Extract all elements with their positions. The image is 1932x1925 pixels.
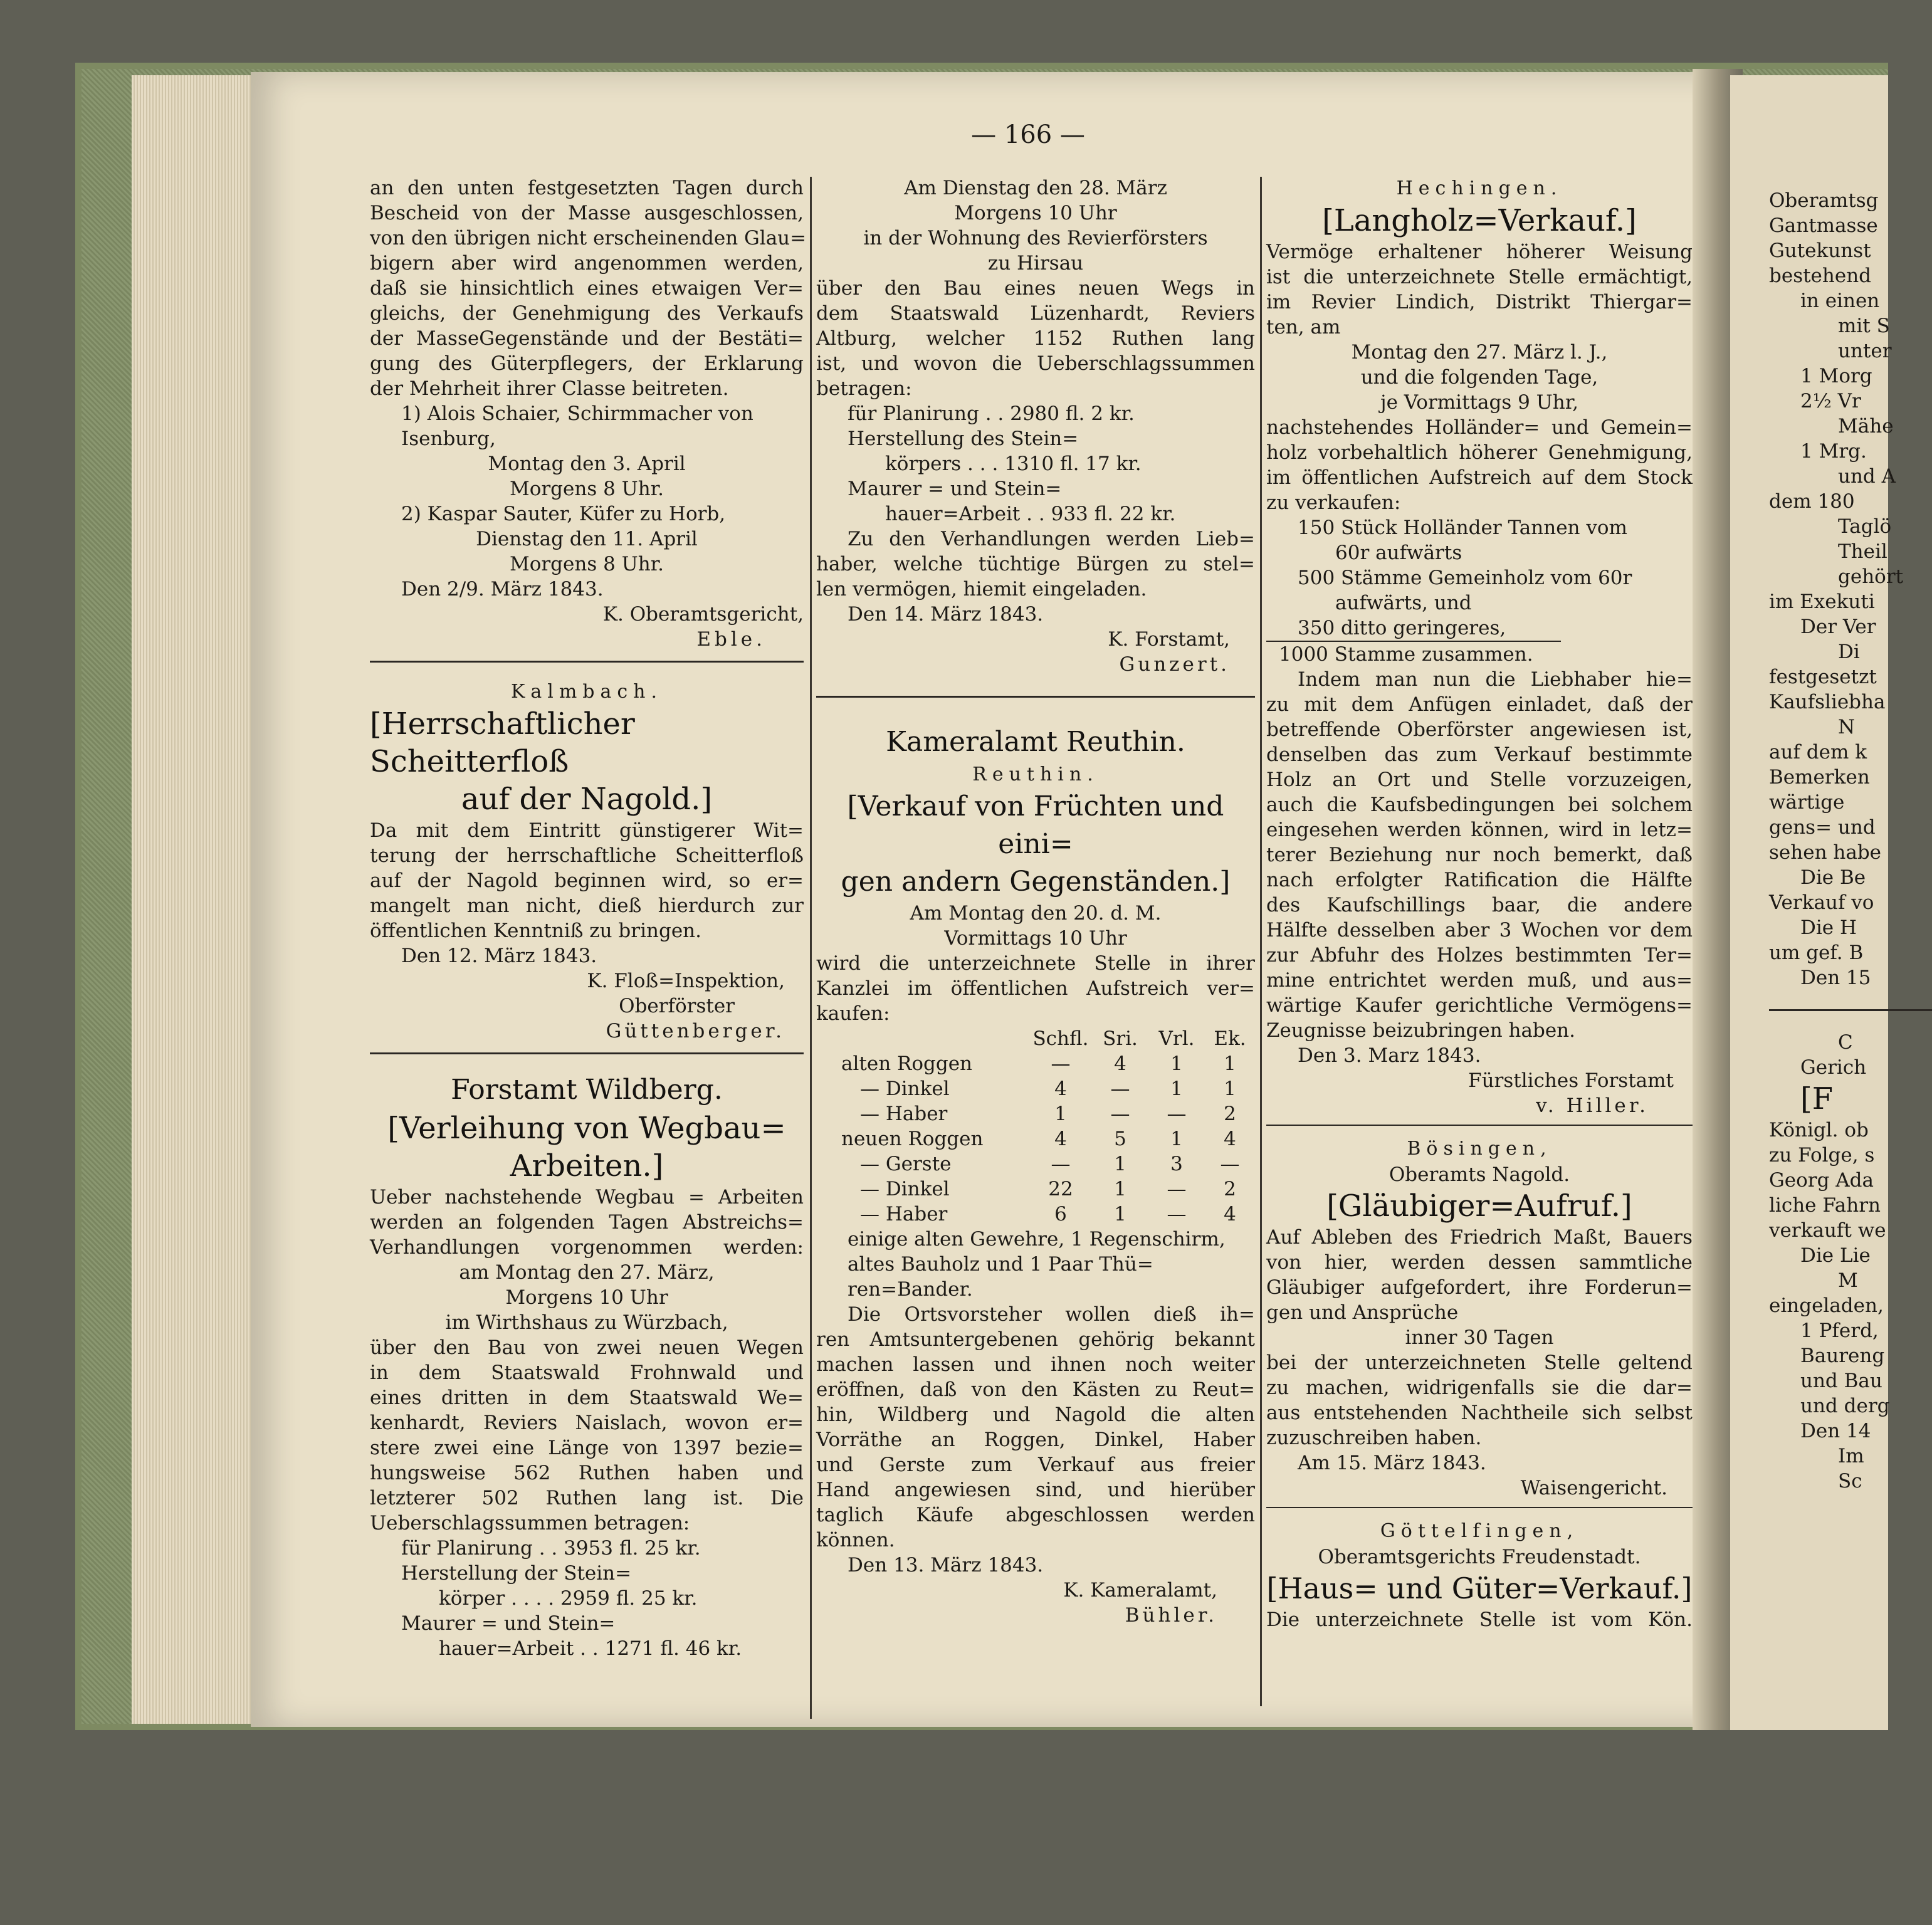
table-cell: — [1167,1203,1187,1225]
text-line: aus entstehenden Nachtheile sich selbst [1266,1402,1693,1424]
text-line: hungsweise 562 Ruthen haben und [370,1462,804,1484]
table-header-row [841,1026,1255,1051]
text-line: mine entrichtet werden muß, und aus= [1266,969,1693,992]
text-line: auf der Nagold beginnen wird, so er= [370,869,804,892]
table-cell: — Haber [860,1203,948,1225]
table-row [841,1126,1255,1151]
text-line: eingesehen werden können, wird in letz= [1266,819,1693,841]
text-line: C [1838,1031,1853,1054]
text-line: Morgens 10 Uhr [505,1286,668,1309]
text-line: liche Fahrn [1769,1194,1881,1217]
text-line: bigern aber wird angenommen werden, [370,252,804,275]
signature: K. Forstamt, [1108,628,1230,651]
text-line: Im [1838,1445,1864,1467]
table-cell: alten Roggen [841,1052,973,1075]
text-line: 1 Mrg. [1800,440,1867,463]
text-line: holz vorbehaltlich höherer Genehmigung, [1266,441,1693,464]
table-cell: neuen Roggen [841,1128,984,1150]
text-line: zu machen, widrigenfalls sie die dar= [1266,1377,1693,1399]
signature: Oberförster [619,995,735,1017]
text-line: gehört [1838,565,1904,588]
table-row [841,1076,1255,1101]
date-line: Am 15. März 1843. [1298,1452,1486,1474]
list-item: 500 Stämme Gemeinholz vom 60r [1298,567,1632,589]
table-cell: — Dinkel [860,1178,950,1200]
text-line: Den 15 [1800,967,1871,989]
signature: Bühler. [1125,1604,1217,1627]
notice-heading: [Herrschaftlicher Scheitterfloß [370,706,635,779]
section-divider [816,696,1255,698]
text-line: ist, und wovon die Ueberschlagssummen [816,352,1255,375]
text-line: Hälfte desselben aber 3 Wochen vor dem [1266,919,1693,942]
table-header: Ek. [1214,1027,1246,1050]
text-line: Kaufsliebha [1769,691,1886,713]
text-line: wärtige [1769,791,1845,814]
table-cell: 1 [1114,1203,1126,1225]
text-line: altes Bauholz und 1 Paar Thü= [848,1253,1153,1276]
date-line: Den 2/9. März 1843. [401,578,604,601]
text-line: im Wirthshaus zu Würzbach, [445,1311,728,1334]
table-cell: 1 [1170,1128,1183,1150]
text-line: Vermöge erhaltener höherer Weisung [1266,241,1693,263]
cost-line: für Planirung . . 2980 fl. 2 kr. [848,402,1135,425]
table-row [841,1177,1255,1202]
text-line: einige alten Gewehre, 1 Regenschirm, [848,1228,1226,1251]
table-cell: — Dinkel [860,1078,950,1100]
table-row [841,1151,1255,1177]
text-line: auch die Kaufsbedingungen bei solchem [1266,794,1693,816]
text-line: Taglö [1838,515,1892,538]
text-line: über den Bau von zwei neuen Wegen [370,1336,804,1359]
text-line: je Vormittags 9 Uhr, [1380,391,1579,414]
text-line: hin, Wildberg und Nagold die alten [816,1403,1255,1426]
text-line: gleichs, der Genehmigung des Verkaufs [370,302,804,325]
table-cell: 4 [1054,1128,1067,1150]
notice-heading: [F [1800,1081,1834,1116]
text-line: verkauft we [1769,1219,1886,1242]
list-item: 60r aufwärts [1335,542,1462,564]
text-line: Vorräthe an Roggen, Dinkel, Haber [816,1429,1255,1451]
text-line: Hand angewiesen sind, und hierüber [816,1479,1255,1501]
signature: Fürstliches Forstamt [1468,1069,1674,1092]
signature: Gunzert. [1119,653,1230,676]
text-line: von den übrigen nicht erscheinenden Glau= [370,227,807,249]
table-cell: 1 [1054,1103,1067,1125]
list-total: 1000 Stamme zusammen. [1266,641,1561,667]
text-line: ten, am [1266,316,1341,338]
text-line: und derg [1800,1395,1890,1417]
text-line: kaufen: [816,1002,890,1025]
text-line: und die folgenden Tage, [1360,366,1599,389]
table-row [841,1101,1255,1126]
text-line: Königl. ob [1769,1119,1869,1141]
text-line: nach erfolgter Ratification die Hälfte [1266,869,1693,891]
text-line: Montag den 27. März l. J., [1351,341,1608,364]
table-cell: 4 [1224,1128,1236,1150]
text-line: auf dem k [1769,741,1867,763]
text-line: Morgens 8 Uhr. [509,553,664,575]
date-line: Den 13. März 1843. [848,1554,1044,1576]
text-line: Oberamtsgerichts Freudenstadt. [1318,1546,1641,1568]
text-line: Altburg, welcher 1152 Ruthen lang [816,327,1255,350]
text-line: nachstehendes Holländer= und Gemein= [1266,416,1693,439]
cost-line: für Planirung . . 3953 fl. 25 kr. [401,1537,701,1560]
text-line: kenhardt, Reviers Naislach, wovon er= [370,1412,804,1434]
text-line: denselben das zum Verkauf bestimmte [1266,743,1693,766]
cost-line: Herstellung des Stein= [848,427,1079,450]
text-line: können. [816,1529,895,1551]
text-line: 2) Kaspar Sauter, Küfer zu Horb, [401,503,726,525]
text-line: und A [1838,465,1896,488]
text-line: Die Lie [1800,1244,1871,1267]
office-title: Forstamt Wildberg. [451,1074,723,1106]
table-cell: — [1167,1178,1187,1200]
column-c [1266,176,1693,1632]
signature: K. Oberamtsgericht, [602,603,804,626]
text-line: von hier, werden dessen sammtliche [1266,1251,1693,1274]
page-stack-edge [132,75,257,1724]
text-line: Sc [1838,1470,1862,1492]
text-line: in dem Staatswald Frohnwald und [370,1361,804,1384]
text-line: Verkauf vo [1769,891,1874,914]
text-line: ist die unterzeichnete Stelle ermächtigt, [1266,266,1693,288]
text-line: und Bau [1800,1370,1882,1392]
text-line: dem 180 [1769,490,1855,513]
table-cell: 22 [1048,1178,1073,1200]
text-line: Am Dienstag den 28. März [904,177,1167,199]
text-line: Auf Ableben des Friedrich Maßt, Bauers [1266,1226,1693,1249]
table-cell: 1 [1170,1052,1183,1075]
notice-heading: [Verleihung von Wegbau= [387,1111,786,1146]
text-line: 1 Pferd, [1800,1319,1879,1342]
text-line: Da mit dem Eintritt günstigerer Wit= [370,819,804,842]
grain-table [841,1026,1255,1227]
text-line: zu mit dem Anfügen einladet, daß der [1266,693,1693,716]
text-line: Gantmasse [1769,214,1878,237]
place-name: Hechingen. [1396,177,1563,199]
text-line: Di [1838,641,1860,663]
text-line: Gutekunst [1769,239,1871,262]
text-line: 1) Alois Schaier, Schirmmacher von [401,402,753,425]
table-header: Schfl. [1032,1027,1089,1050]
text-line: festgesetzt [1769,666,1877,688]
text-line: taglich Käufe abgeschlossen werden [816,1504,1255,1526]
text-line: Bemerken [1769,766,1870,789]
notice-heading: Arbeiten.] [510,1148,664,1183]
table-header [841,1026,1029,1051]
table-header: Sri. [1103,1027,1138,1050]
column-rule [1260,177,1262,1706]
signature: K. Kameralamt, [1063,1579,1217,1602]
text-line: der MasseGegenstände und der Bestäti= [370,327,804,350]
text-line: und Gerste zum Verkauf aus freier [816,1454,1255,1476]
table-cell: 3 [1170,1153,1183,1175]
table-cell: — [1110,1078,1130,1100]
text-line: Die Ortsvorsteher wollen dieß ih= [848,1303,1255,1326]
text-line: Zu den Verhandlungen werden Lieb= [848,528,1255,550]
text-line: daß sie hinsichtlich eines etwaigen Ver= [370,277,804,300]
text-line: gen und Ansprüche [1266,1301,1459,1324]
text-line: terung der herrschaftliche Scheitterfloß [370,844,804,867]
text-line: Zeugnisse beizubringen haben. [1266,1019,1576,1042]
table-cell: 4 [1054,1078,1067,1100]
cost-line: Herstellung der Stein= [401,1562,632,1585]
table-cell: — [1220,1153,1240,1175]
signature: Güttenberger. [606,1020,785,1042]
text-line: eines dritten in dem Staatswald We= [370,1387,804,1409]
cost-line: Maurer = und Stein= [848,478,1062,500]
date-line: Den 3. Marz 1843. [1298,1044,1481,1067]
text-line: zu verkaufen: [1266,491,1401,514]
text-line: zu Hirsau [987,252,1084,275]
column-d [1769,188,1932,1494]
notice-heading: [Gläubiger=Aufruf.] [1326,1188,1632,1224]
text-line: M [1838,1269,1858,1292]
text-line: um gef. B [1769,942,1864,964]
table-cell: — [1051,1052,1071,1075]
text-line: Mähe [1838,415,1894,438]
table-cell: 1 [1170,1078,1183,1100]
text-line: Gerich [1800,1056,1867,1079]
text-line: zur Abfuhr des Holzes bestimmten Ter= [1266,944,1693,967]
signature: K. Floß=Inspektion, [587,970,785,992]
text-line: zu Folge, s [1769,1144,1875,1167]
text-line: werden an folgenden Tagen Abstreichs= [370,1211,804,1234]
cost-line: hauer=Arbeit . . 1271 fl. 46 kr. [439,1637,742,1660]
text-line: unter [1838,340,1892,362]
text-line: im Exekuti [1769,590,1875,613]
table-cell: 1 [1224,1078,1236,1100]
office-title: Kameralamt Reuthin. [886,726,1185,758]
text-line: Oberamts Nagold. [1389,1163,1570,1186]
text-line: Indem man nun die Liebhaber hie= [1298,668,1693,691]
table-cell: 4 [1224,1203,1236,1225]
section-divider [370,661,804,663]
section-divider [1266,1507,1693,1508]
text-line: Der Ver [1800,616,1876,638]
text-line: letzterer 502 Ruthen lang ist. Die [370,1487,804,1509]
text-line: stere zwei eine Länge von 1397 bezie= [370,1437,804,1459]
text-line: eingeladen, [1769,1294,1884,1317]
text-line: Die Be [1800,866,1866,889]
text-line: Montag den 3. April [488,453,686,475]
text-line: 1 Morg [1800,365,1872,387]
cost-line: körpers . . . 1310 fl. 17 kr. [885,453,1142,475]
table-cell: 1 [1224,1052,1236,1075]
text-line: in der Wohnung des Revierförsters [863,227,1208,249]
cost-line: hauer=Arbeit . . 933 fl. 22 kr. [885,503,1176,525]
text-line: Baureng [1800,1345,1885,1367]
text-line: öffentlichen Kenntniß zu bringen. [370,920,701,942]
text-line: haber, welche tüchtige Bürgen zu stel= [816,553,1255,575]
cost-line: Maurer = und Stein= [401,1612,616,1635]
text-line: 2½ Vr [1800,390,1861,412]
text-line: betreffende Oberförster angewiesen ist, [1266,718,1693,741]
text-line: mit S [1838,315,1890,337]
table-cell: 2 [1224,1103,1236,1125]
text-line: bestehend [1769,265,1872,287]
text-line: sehen habe [1769,841,1882,864]
text-line: des Kaufschillings baar, die andere [1266,894,1693,916]
column-a [370,176,807,1661]
list-item: aufwärts, und [1335,592,1472,614]
list-item: 150 Stück Holländer Tannen vom [1298,517,1627,539]
place-name: Reuthin. [972,763,1099,785]
table-cell: — [1051,1153,1071,1175]
date-line: Den 14. März 1843. [848,603,1044,626]
table-row [841,1202,1255,1227]
text-line: betragen: [816,377,912,400]
page-number: — 166 — [971,120,1085,149]
text-line: N [1838,716,1856,738]
text-line: Verhandlungen vorgenommen werden: [370,1236,804,1259]
table-cell: 1 [1114,1153,1126,1175]
column-b [816,176,1255,1628]
notice-heading: [Langholz=Verkauf.] [1322,203,1637,238]
text-line: Oberamtsg [1769,189,1879,212]
table-cell: — [1110,1103,1130,1125]
table-cell: 2 [1224,1178,1236,1200]
table-cell: 1 [1114,1178,1126,1200]
place-name: Bösingen, [1407,1138,1552,1160]
text-line: Holz an Ort und Stelle vorzuzeigen, [1266,768,1693,791]
text-line: an den unten festgesetzten Tagen durch [370,177,804,199]
text-line: Gläubiger aufgefordert, ihre Forderun= [1266,1276,1693,1299]
text-line: Die H [1800,916,1857,939]
text-line: ren=Bander. [848,1278,973,1301]
table-cell: 5 [1114,1128,1126,1150]
text-line: terer Beziehung nur noch bemerkt, daß [1266,844,1693,866]
place-name: Göttelfingen, [1380,1520,1579,1542]
place-name: Kalmbach. [510,681,663,703]
text-line: Ueberschlagssummen betragen: [370,1512,690,1534]
text-line: Morgens 8 Uhr. [509,478,664,500]
notice-heading: [Verkauf von Früchten und eini= [847,790,1224,860]
section-divider [370,1052,804,1054]
signature: Eble. [696,628,766,651]
text-line: wird die unterzeichnete Stelle in ihrer [816,952,1255,975]
date-line: Den 12. März 1843. [401,945,597,967]
list-item: 350 ditto geringeres, [1298,617,1506,639]
text-line: Georg Ada [1769,1169,1874,1192]
text-line: gens= und [1769,816,1876,839]
signature: Waisengericht. [1520,1477,1667,1499]
text-line: ren Amtsuntergebenen gehörig bekannt [816,1328,1255,1351]
text-line: Morgens 10 Uhr [954,202,1117,224]
text-line: dem Staatswald Lüzenhardt, Reviers [816,302,1255,325]
text-line: Dienstag den 11. April [476,528,698,550]
table-cell: — Haber [860,1103,948,1125]
text-line: inner 30 Tagen [1405,1326,1554,1349]
notice-heading: auf der Nagold.] [461,782,713,817]
text-line: Vormittags 10 Uhr [944,927,1127,950]
text-line: am Montag den 27. März, [459,1261,715,1284]
text-line: len vermögen, hiemit eingeladen. [816,578,1147,601]
text-line: Den 14 [1800,1420,1871,1442]
signature: v. Hiller. [1536,1094,1649,1117]
text-line: im öffentlichen Aufstreich auf dem Stock [1266,466,1693,489]
text-line: Die unterzeichnete Stelle ist vom Kön. [1266,1608,1693,1631]
text-line: Theil [1838,540,1887,563]
text-line: machen lassen und ihnen noch weiter [816,1353,1255,1376]
text-line: im Revier Lindich, Distrikt Thiergar= [1266,291,1693,313]
text-line: zuzuschreiben haben. [1266,1427,1482,1449]
table-cell: 6 [1054,1203,1067,1225]
text-line: Bescheid von der Masse ausgeschlossen, [370,202,804,224]
column-rule [810,177,812,1719]
text-line: wärtige Kaufer gerichtliche Vermögens= [1266,994,1693,1017]
section-divider [1266,1125,1693,1126]
text-line: bei der unterzeichneten Stelle geltend [1266,1351,1693,1374]
text-line: gung des Güterpflegers, der Erklarung [370,352,804,375]
text-line: mangelt man nicht, dieß hierdurch zur [370,894,804,917]
text-line: über den Bau eines neuen Wegs in [816,277,1255,300]
text-line: der Mehrheit ihrer Classe beitreten. [370,377,729,400]
text-line: Isenburg, [401,427,496,450]
cost-line: körper . . . . 2959 fl. 25 kr. [439,1587,698,1610]
table-cell: 4 [1114,1052,1126,1075]
text-line: Am Montag den 20. d. M. [910,902,1162,925]
table-header: Vrl. [1158,1027,1195,1050]
text-line: eröffnen, daß von den Kästen zu Reut= [816,1378,1255,1401]
notice-heading: gen andern Gegenständen.] [841,866,1231,898]
table-row [841,1051,1255,1076]
text-line: in einen [1800,290,1880,312]
text-line: Kanzlei im öffentlichen Aufstreich ver= [816,977,1255,1000]
notice-heading: [Haus= und Güter=Verkauf.] [1266,1571,1693,1605]
section-divider [1769,1009,1932,1011]
table-cell: — Gerste [860,1153,952,1175]
text-line: Ueber nachstehende Wegbau = Arbeiten [370,1186,804,1209]
table-cell: — [1167,1103,1187,1125]
